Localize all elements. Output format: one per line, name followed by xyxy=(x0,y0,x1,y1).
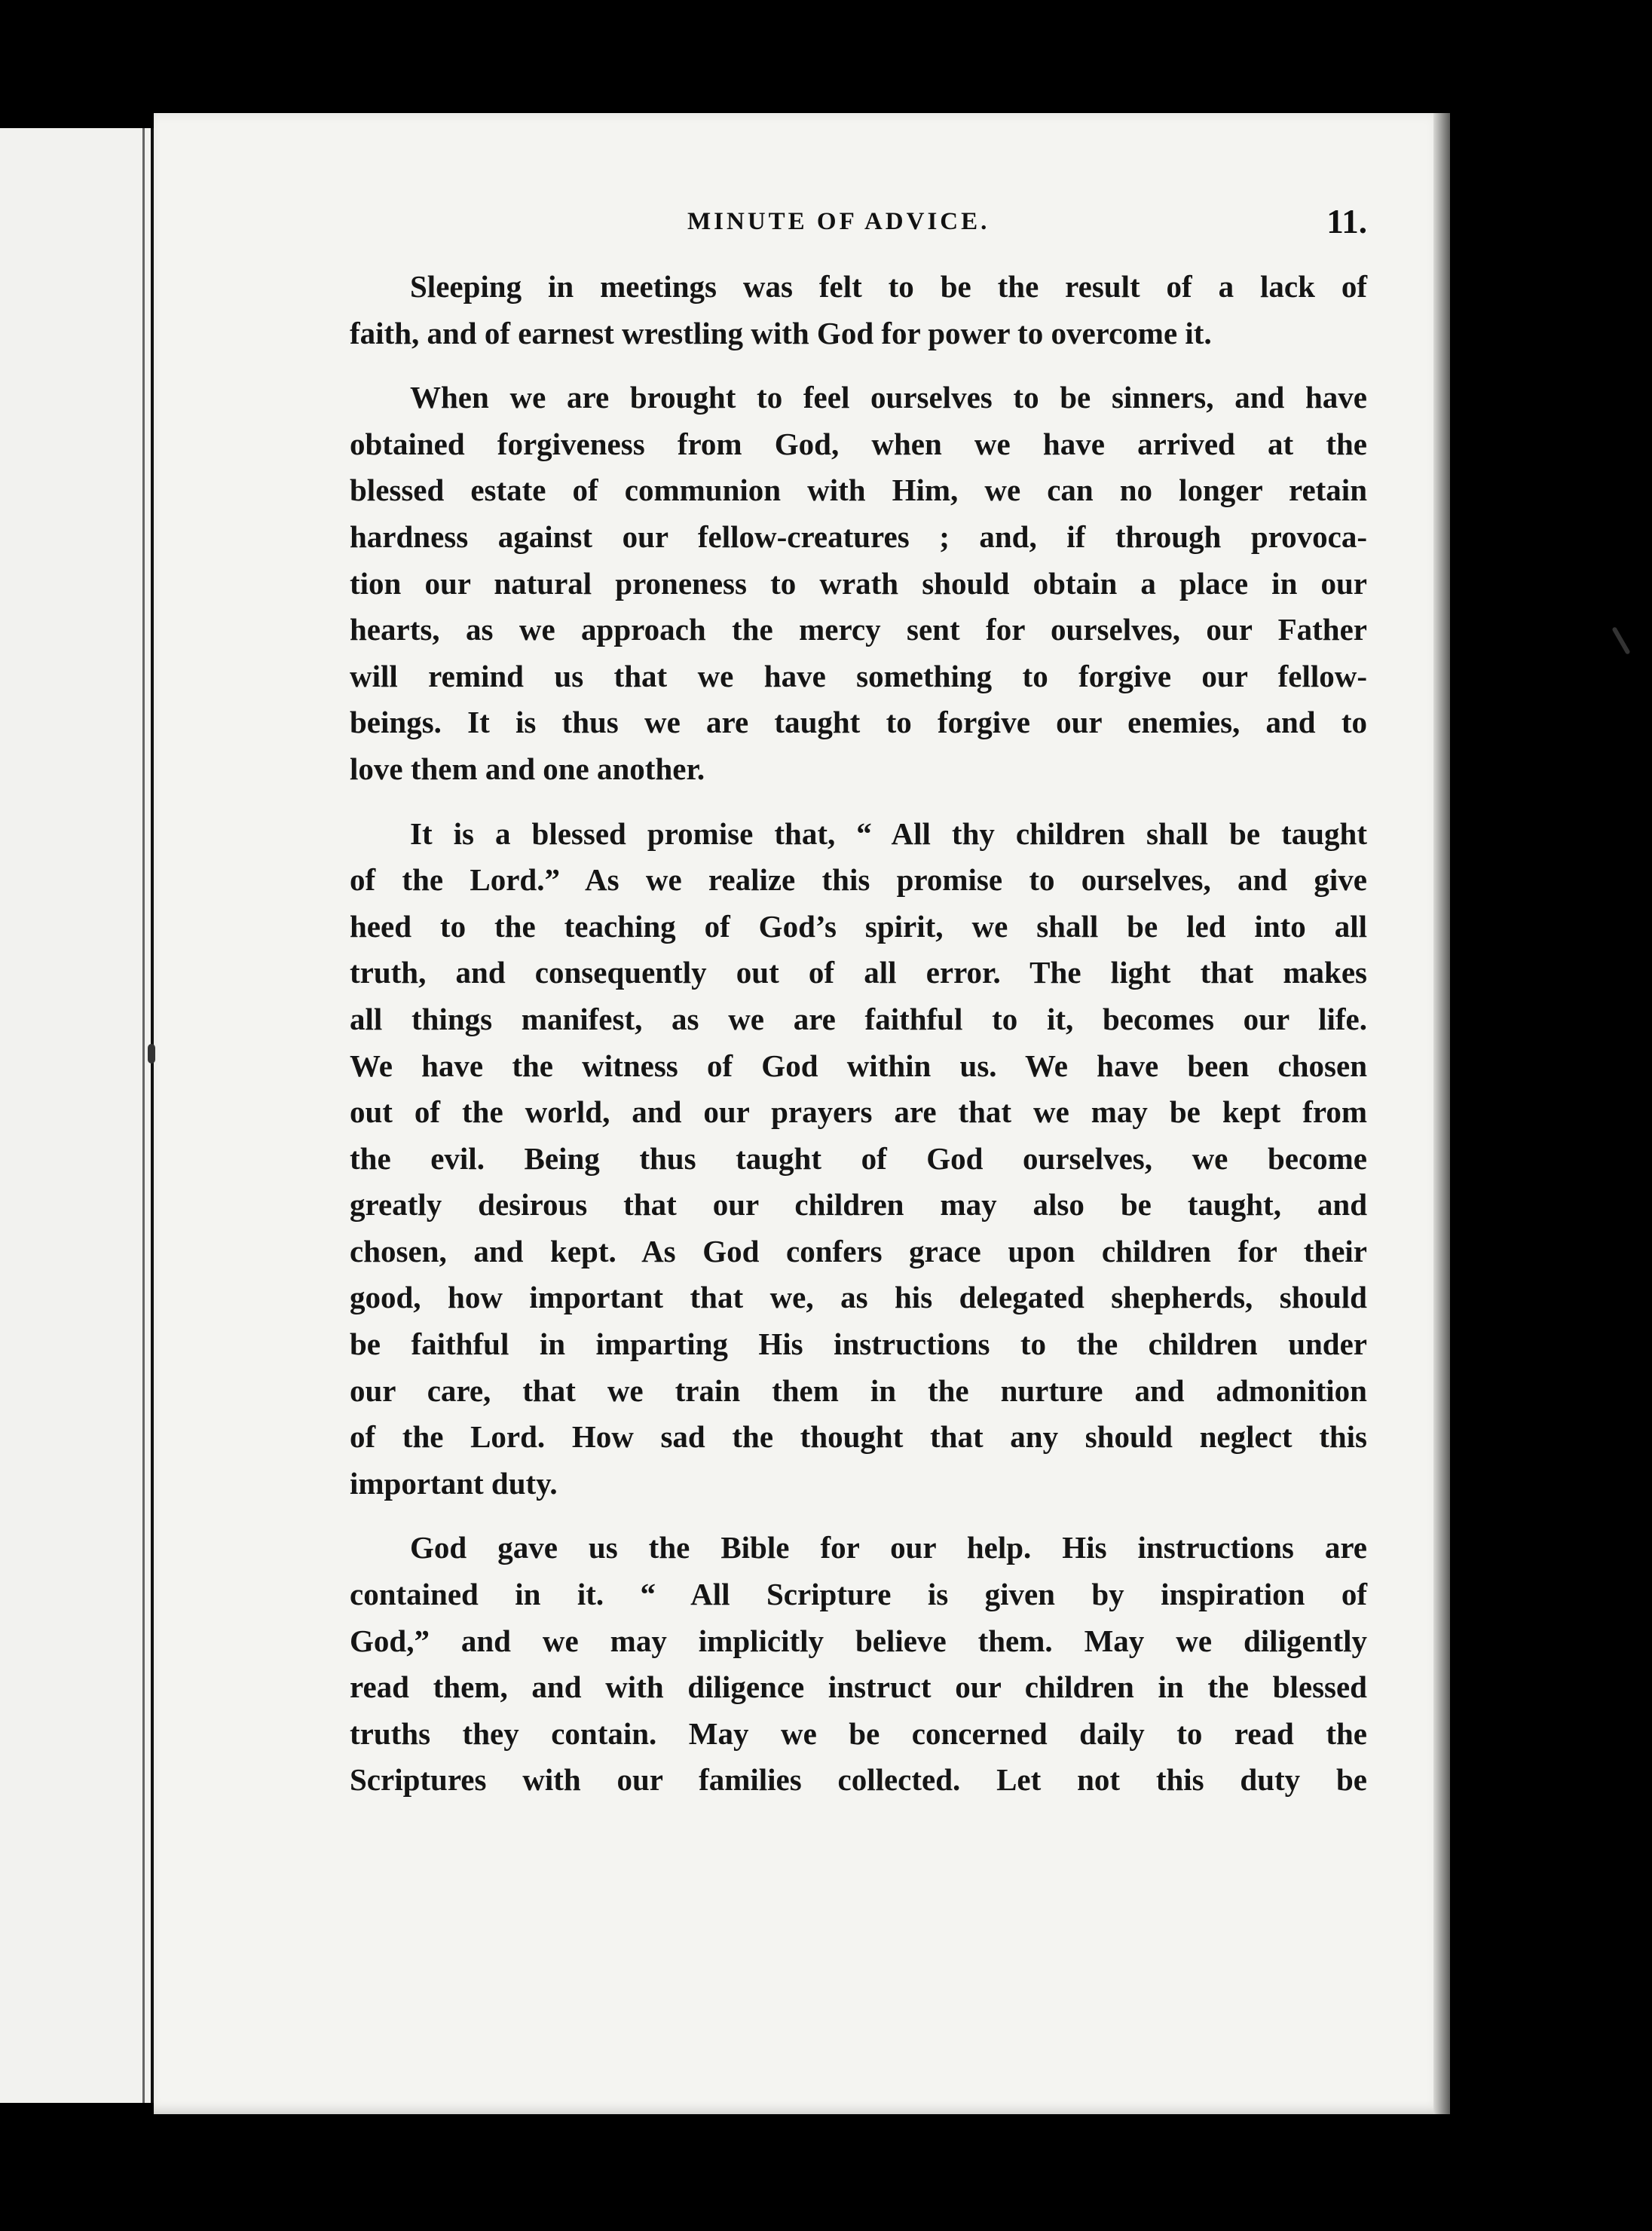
paragraph xyxy=(350,264,1367,357)
paragraph xyxy=(350,811,1367,1507)
text-line: Scriptures with our families collected. Let not this duty be xyxy=(350,1762,1367,1798)
text-line: When we are brought to feel ourselves to be sinners, and have xyxy=(410,380,1367,415)
text-line: truth, and consequently out of all error. The light that makes xyxy=(350,955,1367,990)
text-line: chosen, and kept. As God confers grace upon children for their xyxy=(350,1233,1367,1269)
text-line: out of the world, and our prayers are that we may be kept from xyxy=(350,1094,1367,1130)
text-line: beings. It is thus we are taught to forgive our enemies, and to xyxy=(350,705,1367,740)
text-line: the evil. Being thus taught of God ourselves, we become xyxy=(350,1140,1367,1176)
text-line: God,” and we may implicitly believe them. May we diligently xyxy=(350,1623,1367,1658)
text-line: be faithful in imparting His instructions to the children under xyxy=(350,1327,1367,1362)
text-line: God gave us the Bible for our help. His instructions are xyxy=(410,1530,1367,1565)
text-line: of the Lord.” As we realize this promise to ourselves, and give xyxy=(350,862,1367,898)
running-head xyxy=(532,202,1367,247)
text-line: It is a blessed promise that, “ All thy children shall be taught xyxy=(410,816,1367,851)
text-line: read them, and with diligence instruct our children in the blessed xyxy=(350,1669,1367,1705)
text-line: good, how important that we, as his delegated shepherds, should xyxy=(350,1280,1367,1315)
text-line: love them and one another. xyxy=(350,751,705,786)
text-line: obtained forgiveness from God, when we have arrived at the xyxy=(350,426,1367,461)
scan-speck xyxy=(148,1044,155,1063)
text-line: tion our natural proneness to wrath should obtain a place in our xyxy=(350,565,1367,601)
text-line: blessed estate of communion with Him, we can no longer retain xyxy=(350,473,1367,508)
text-line: faith, and of earnest wrestling with God for power to overcome it. xyxy=(350,315,1212,350)
text-line: hardness against our fellow-creatures ; and, if through provoca- xyxy=(350,519,1367,554)
text-line: heed to the teaching of God’s spirit, we shall be led into all xyxy=(350,908,1367,944)
text-line: We have the witness of God within us. We have been chosen xyxy=(350,1048,1367,1083)
text-line: all things manifest, as we are faithful to it, becomes our life. xyxy=(350,1001,1367,1036)
text-line: greatly desirous that our children may also be taught, and xyxy=(350,1187,1367,1223)
page-number: 11. xyxy=(1326,203,1367,240)
body-text xyxy=(350,264,1367,1804)
facing-page-edge xyxy=(0,128,154,2103)
text-line: hearts, as we approach the mercy sent for ourselves, our Father xyxy=(350,612,1367,647)
paragraph xyxy=(350,375,1367,792)
text-line: will remind us that we have something to forgive our fellow- xyxy=(350,658,1367,693)
page-edge-shadow xyxy=(1433,113,1450,2114)
text-line: truths they contain. May we be concerned daily to read the xyxy=(350,1715,1367,1751)
text-line: important duty. xyxy=(350,1465,558,1501)
text-line: of the Lord. How sad the thought that any should neglect this xyxy=(350,1419,1367,1455)
gutter-line xyxy=(142,128,145,2103)
scan-speck xyxy=(1611,626,1630,655)
paragraph xyxy=(350,1525,1367,1804)
running-head-title: MINUTE OF ADVICE. xyxy=(687,208,990,235)
text-line: contained in it. “ All Scripture is given by inspiration of xyxy=(350,1577,1367,1612)
text-line: Sleeping in meetings was felt to be the result of a lack of xyxy=(410,269,1367,304)
text-line: our care, that we train them in the nurture and admonition xyxy=(350,1373,1367,1408)
